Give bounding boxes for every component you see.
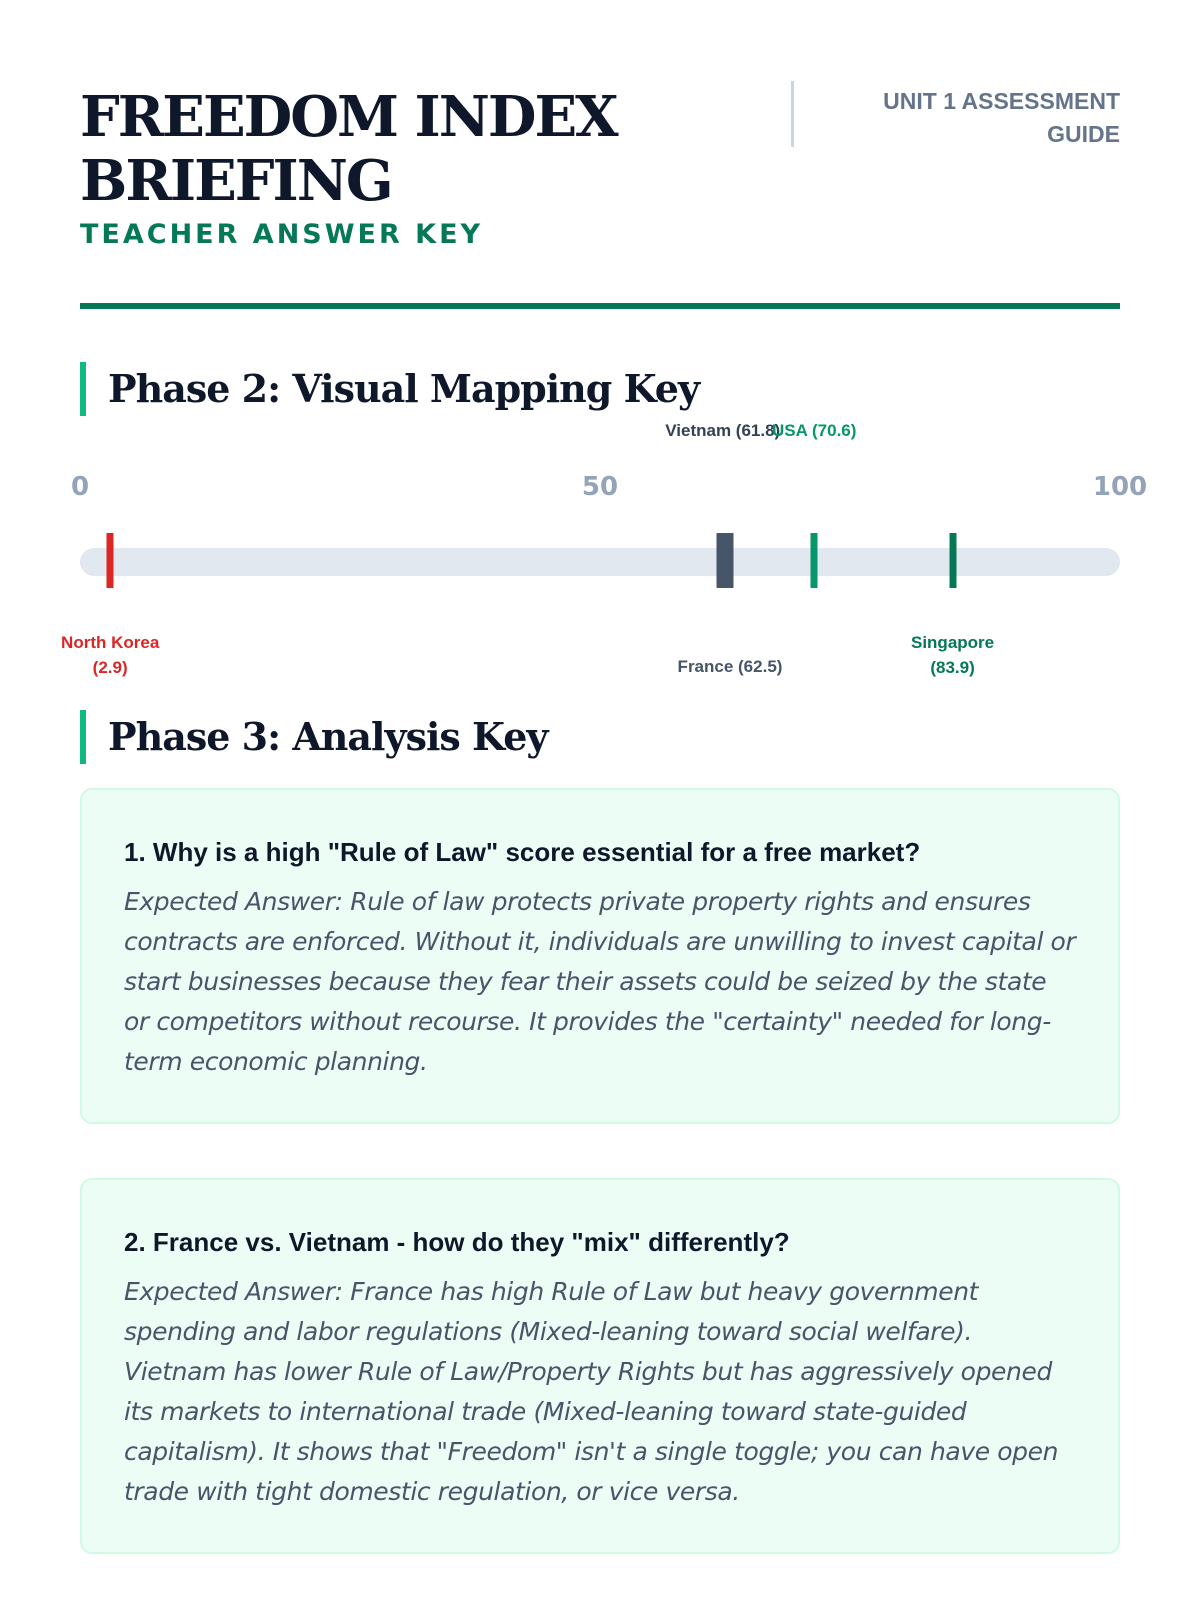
marker-france [727,533,734,588]
marker-label-name: Vietnam (61.8) [665,421,781,440]
answer-1: Expected Answer: Rule of law protects private property rights and ensures contracts are enforced. Without it, individuals are unwilling to invest capital or start businesses because they fear their assets could be seized by the state or competitors without recourse. It provides the "certainty" needed for long-term economic planning. [124,887,1076,1076]
marker-label-usa [772,418,856,443]
marker-singapore [949,533,956,588]
scale-tick-0: 0 [70,472,90,502]
title-line-2: BRIEFING [80,148,392,214]
marker-label-score: (83.9) [930,658,975,677]
header-divider [791,81,794,147]
answer-2: Expected Answer: France has high Rule of Law but heavy government spending and labor regulations (Mixed-leaning toward social welfare). Vietnam has lower Rule of Law/Property Rights but has aggressively opened its markets to international trade (Mixed-leaning toward state-guided capitalism). It shows that "Freedom" isn't a single toggle; you can have open trade with tight domestic regulation, or vice versa. [124,1277,1059,1506]
marker-label-name: Singapore [910,633,995,652]
scale-track [80,548,1120,576]
title-line-1: FREEDOM INDEX [80,84,617,150]
unit-label [883,85,1120,151]
header-rule [80,303,1120,309]
marker-label-north-korea [61,630,159,680]
question-2: 2. France vs. Vietnam - how do they "mix" differently? [124,1227,790,1257]
analysis-card-2 [80,1178,1120,1554]
marker-label-name: France (62.5) [677,657,783,676]
marker-label-score: (2.9) [92,658,128,677]
page-title [80,85,640,213]
marker-label-name: North Korea [61,633,160,652]
marker-label-name: USA (70.6) [772,421,857,440]
question-1: 1. Why is a high "Rule of Law" score essential for a free market? [124,837,921,867]
analysis-card-1 [80,788,1120,1124]
marker-label-singapore [911,630,994,680]
unit-label-line-1: UNIT 1 ASSESSMENT [883,88,1120,114]
unit-label-line-2: GUIDE [1047,121,1120,147]
scale-tick-50: 50 [581,472,619,502]
page-header [80,85,1120,250]
section-title-phase-2: Phase 2: Visual Mapping Key [80,362,699,416]
freedom-scale [61,420,1148,710]
page-subtitle: TEACHER ANSWER KEY [80,219,484,250]
marker-north-korea [107,533,114,588]
marker-label-vietnam [665,418,780,443]
marker-label-france [678,654,783,679]
marker-usa [811,533,818,588]
scale-tick-100: 100 [1092,472,1148,502]
section-title-phase-3: Phase 3: Analysis Key [80,710,547,764]
